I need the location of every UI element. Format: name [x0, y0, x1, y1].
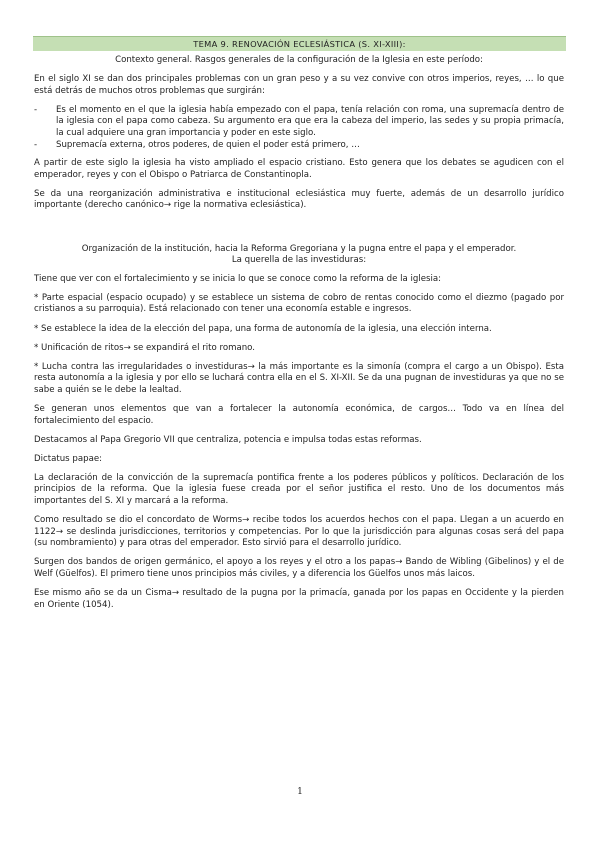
paragraph-reform-intro: Tiene que ver con el fortalecimiento y se inicia lo que se conoce como la reforma de la iglesia: [34, 273, 442, 284]
list-item [34, 105, 564, 140]
paragraph-worms: Como resultado se dio el concordato de Worms→ recibe todos los acuerdos hechos con el papa. Llegan a un acuerdo en 1122→ se deslinda jurisdicciones, territorios y competencias. Por lo que la jurisdicción para algunas cosas será del papa (su nombramiento) y para otras del emperador. Esto sirvió para el desarrollo jurídico. [34, 515, 564, 549]
list-item-text: Es el momento en el que la iglesia había empezado con el papa, tenía relación con roma, una supremacía dentro de la iglesia con el papa como cabeza. Su argumento era que era la cabeza del imperio, las sedes y su propia primacía, la cual adquiere una gran importancia y poder en este siglo. [56, 104, 564, 138]
page-number: 1 [297, 787, 303, 797]
section-heading-line: Organización de la institución, hacia la Reforma Gregoriana y la pugna entre el papa y el emperador. [81, 243, 517, 254]
paragraph-spatial: * Parte espacial (espacio ocupado) y se establece un sistema de cobro de rentas conocido como el diezmo (pagado por cristianos a su parroquia). Está relacionado con tener una economía estable e ingresos. [34, 292, 564, 315]
section-heading-organization [34, 244, 564, 267]
paragraph-factions: Surgen dos bandos de origen germánico, el apoyo a los reyes y el otro a los papas→ Bando de Wibling (Gibelinos) y el de Welf (Güelfos). El primero tiene unos principios más civiles, y a diferencia los Güelfos unos más laicos. [34, 557, 564, 579]
list-item [34, 140, 564, 152]
paragraph-investitures: * Lucha contra las irregularidades o investiduras→ la más importante es la simonía (compra el cargo a un Obispo). Esta resta autonomía a la iglesia y por ello se luchará contra ella en el S. XI-XII. Se da una pugnan de investiduras ya que no se sabe a quién se le debe la lealtad. [34, 361, 564, 395]
paragraph-dictatus-title: Dictatus papae: [34, 453, 103, 464]
page-title: TEMA 9. RENOVACIÓN ECLESIÁSTICA (S. XI-XIII): [33, 36, 566, 51]
bullet-marker: - [34, 104, 38, 115]
section-spacer [34, 220, 564, 244]
list-item-text: Supremacía externa, otros poderes, de quien el poder está primero, … [56, 139, 360, 150]
document-body [34, 55, 564, 619]
paragraph-gregory: Destacamos al Papa Gregorio VII que centraliza, potencia e impulsa todas estas reformas. [34, 434, 422, 445]
paragraph-rites: * Unificación de ritos→ se expandirá el rito romano. [34, 342, 256, 353]
paragraph-intro: En el siglo XI se dan dos principales problemas con un gran peso y a su vez convive con otros imperios, reyes, … lo que está detrás de muchos otros problemas que surgirán: [34, 74, 564, 96]
paragraph-autonomy: Se generan unos elementos que van a fortalecer la autonomía económica, de cargos… Todo va en línea del fortalecimiento del espacio. [34, 403, 564, 426]
paragraph-expansion: A partir de este siglo la iglesia ha visto ampliado el espacio cristiano. Esto genera que los debates se agudicen con el emperador, reyes y con el Obispo o Patriarca de Constantinopla. [34, 158, 564, 180]
section-heading-line: La querella de las investiduras: [231, 255, 367, 266]
bullet-marker: - [34, 139, 38, 150]
paragraph-schism: Ese mismo año se da un Cisma→ resultado de la pugna por la primacía, ganada por los papas en Occidente y la pierden en Oriente (1054). [34, 588, 564, 610]
paragraph-reorganization: Se da una reorganización administrativa e institucional eclesiástica muy fuerte, además de un desarrollo jurídico importante (derecho canónico→ rige la normativa eclesiástica). [34, 188, 564, 211]
bullet-list [34, 105, 564, 151]
paragraph-pope-election: * Se establece la idea de la elección del papa, una forma de autonomía de la iglesia, una elección interna. [34, 323, 492, 334]
paragraph-dictatus: La declaración de la convicción de la supremacía pontifica frente a los poderes públicos y políticos. Declaración de los principios de la reforma. Que la iglesia fuese creada por el señor justifica el resto. Uno de los documentos más importantes del S. XI y marcará a la reforma. [34, 472, 564, 507]
section-heading-context: Contexto general. Rasgos generales de la configuración de la Iglesia en este período: [115, 55, 483, 65]
